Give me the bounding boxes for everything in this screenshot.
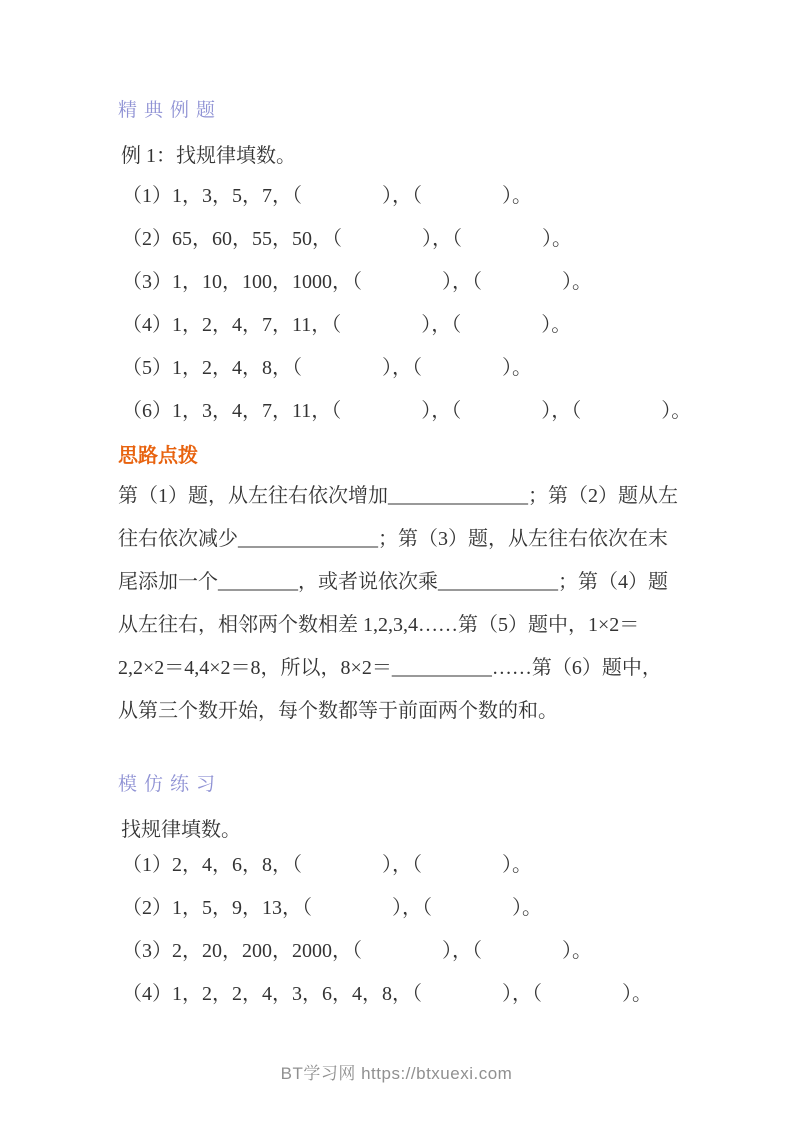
example-item-5: （5）1，2，4，8，（ ），（ ）。: [122, 357, 532, 379]
tips-line-5: 2,2×2＝4,4×2＝8，所以，8×2＝__________……第（6）题中，: [118, 657, 662, 679]
example-item-2: （2）65，60，55，50，（ ），（ ）。: [122, 228, 572, 250]
practice-section-heading: 模仿练习: [118, 774, 223, 795]
practice-item-4: （4）1，2，2，4，3，6，4，8，（ ），（ ）。: [122, 983, 652, 1005]
tips-line-4: 从左往右，相邻两个数相差 1,2,3,4……第（5）题中，1×2＝: [118, 614, 640, 636]
practice-list: [118, 844, 693, 1016]
tips-line-2: 往右依次减少______________；第（3）题，从左往右依次在末: [118, 528, 668, 550]
example-item-6: （6）1，3，4，7，11，（ ），（ ），（ ）。: [122, 400, 692, 422]
example-1-title: 例 1：找规律填数。: [121, 145, 296, 167]
example-item-3: （3）1，10，100，1000，（ ），（ ）。: [122, 271, 592, 293]
tips-line-6: 从第三个数开始，每个数都等于前面两个数的和。: [118, 700, 558, 722]
tips-section-heading: 思路点拨: [118, 445, 198, 467]
example-item-1: （1）1，3，5，7，（ ），（ ）。: [122, 185, 532, 207]
worksheet-content: [118, 97, 693, 1016]
practice-item-1: （1）2，4，6，8，（ ），（ ）。: [122, 854, 532, 876]
footer-credit: BT学习网 https://btxuexi.com: [280, 1064, 513, 1083]
tips-paragraph: [118, 475, 693, 733]
practice-item-3: （3）2，20，200，2000，（ ），（ ）。: [122, 940, 592, 962]
examples-list: [118, 175, 693, 433]
tips-line-1: 第（1）题，从左往右依次增加______________；第（2）题从左: [118, 485, 678, 507]
examples-section-heading: 精典例题: [118, 100, 223, 121]
practice-title: 找规律填数。: [121, 819, 241, 841]
tips-line-3: 尾添加一个________，或者说依次乘____________；第（4）题: [118, 571, 668, 593]
example-item-4: （4）1，2，4，7，11，（ ），（ ）。: [122, 314, 572, 336]
practice-item-2: （2）1，5，9，13，（ ），（ ）。: [122, 897, 542, 919]
